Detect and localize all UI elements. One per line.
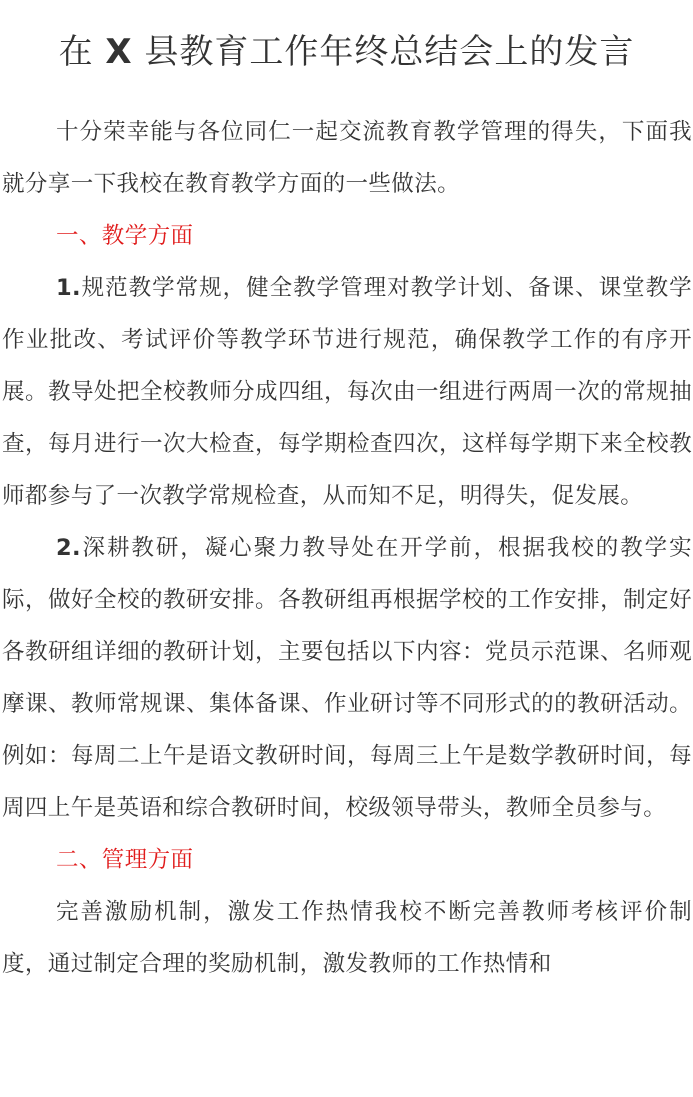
title-suffix: 县教育工作年终总结会上的发言 [132, 32, 635, 72]
item-text: 规范教学常规，健全教学管理对教学计划、备课、课堂教学作业批改、考试评价等教学环节进行规范，确保教学工作的有序开展。教导处把全校教师分成四组，每次由一组进行两周一次的常规抽查，每月进行一次大检查，每学期检查四次，这样每学期下来全校教师都参与了一次教学常规检查，从而知不足，明得失，促发展。 [2, 275, 692, 509]
title-prefix: 在 [58, 32, 106, 72]
item-number: 1. [56, 275, 82, 301]
teaching-item-2 [2, 522, 692, 834]
section-heading-management: 二、管理方面 [56, 847, 194, 873]
title-county-letter: X [105, 32, 133, 72]
item-number: 2. [56, 535, 82, 561]
management-paragraph: 完善激励机制，激发工作热情我校不断完善教师考核评价制度，通过制定合理的奖励机制，激发教师的工作热情和 [2, 899, 692, 977]
item-text: 深耕教研，凝心聚力教导处在开学前，根据我校的教学实际，做好全校的教研安排。各教研组再根据学校的工作安排，制定好各教研组详细的教研计划，主要包括以下内容：党员示范课、名师观摩课、教师常规课、集体备课、作业研讨等不同形式的的教研活动。例如：每周二上午是语文教研时间，每周三上午是数学教研时间，每周四上午是英语和综合教研时间，校级领导带头，教师全员参与。 [2, 535, 692, 821]
intro-paragraph: 十分荣幸能与各位同仁一起交流教育教学管理的得失，下面我就分享一下我校在教育教学方面的一些做法。 [2, 119, 692, 197]
teaching-item-1 [2, 262, 692, 522]
section-heading-teaching: 一、教学方面 [56, 223, 194, 249]
document-title [0, 28, 693, 76]
document-body [2, 106, 692, 990]
